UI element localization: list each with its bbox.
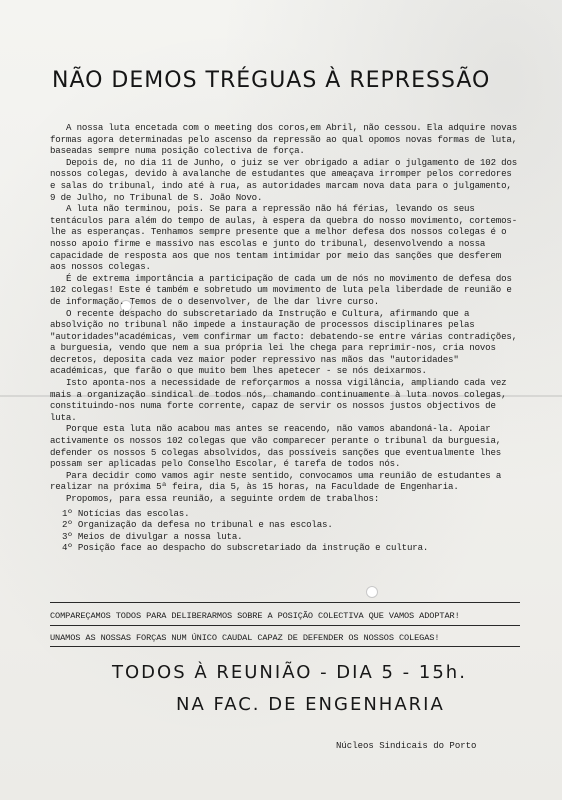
- signature: Núcleos Sindicais do Porto: [336, 741, 477, 751]
- agenda-item: 4º Posição face ao despacho do subscretariado da instrução e cultura.: [62, 542, 429, 554]
- banner-unite: UNAMOS AS NOSSAS FORÇAS NUM ÚNICO CAUDAL CAPAZ DE DEFENDER OS NOSSOS COLEGAS!: [50, 633, 440, 643]
- handwritten-location-line: NA FAC. DE ENGENHARIA: [176, 694, 445, 715]
- agenda-item: 1º Notícias das escolas.: [62, 507, 190, 519]
- leaflet-title: NÃO DEMOS TRÉGUAS À REPRESSÃO: [52, 68, 491, 93]
- paragraph: Porque esta luta não acabou mas antes se reacendo, não vamos abandoná-la. Apoiar activamente os nossos 102 colegas que vão comparecer perante o tribunal da burguesia, defender os nossos 5 colegas absolvidos, das possíveis sanções que eventualmente lhes possam ser aplicadas pelo Conselho Escolar, é tarefa de todos nós.: [50, 423, 502, 470]
- paragraph: A luta não terminou, pois. Se para a repressão não há férias, levando os seus tentáculos para além do tempo de aulas, à espera da quebra do nosso movimento, cortemos-lhe as esperanças. Tenhamos sempre presente que a melhor defesa dos nossos colegas é o nosso apoio firme e massivo nas escolas e junto do tribunal, desenvolvendo a nossa capacidade de resposta aos que nos tentam intimidar por meio das sanções que desferem aos nossos colegas.: [50, 203, 518, 273]
- agenda-list: [62, 508, 520, 554]
- paragraph: O recente despacho do subscretariado da Instrução e Cultura, afirmando que a absolvição no tribunal não impede a instauração de processos disciplinares pelas "autoridades"académicas, vem confirmar um facto: debatendo-se entre várias contradições, a burguesia, vendo que nem a sua própria lei lhe chega para reprimir-nos, cria novos decretos, deposita cada vez maior poder repressivo nas mãos das "autoridades" académicas, que farão o que muito bem lhes apetecer - se nós deixarmos.: [50, 307, 518, 377]
- divider-rule: [50, 625, 520, 626]
- paragraph: Depois de, no dia 11 de Junho, o juiz se ver obrigado a adiar o julgamento de 102 dos nossos colegas, devido à avalanche de estudantes que ameaçava irromper pelos corredores e salas do tribunal, indo até à rua, as autoridades marcam nova data para o julgamento, 9 de Julho, no Tribunal de S. João Novo.: [50, 156, 518, 203]
- agenda-item: 3º Meios de divulgar a nossa luta.: [62, 530, 243, 542]
- agenda-item: 2º Organização da defesa no tribunal e nas escolas.: [62, 519, 333, 531]
- agenda-intro: Propomos, para essa reunião, a seguinte ordem de trabalhos:: [66, 493, 380, 504]
- divider-rule: [50, 646, 520, 647]
- paragraph: Para decidir como vamos agir neste sentido, convocamos uma reunião de estudantes a realizar na próxima 5ª feira, dia 5, às 15 horas, na Faculdade de Engenharia.: [50, 469, 502, 493]
- paragraph: É de extrema importância a participação de cada um de nós no movimento de defesa dos 102 colegas! Este é também e sobretudo um movimento de luta pela liberdade de reunião e de informação. Temos de o desenvolver, de lhe dar livre curso.: [50, 272, 512, 307]
- leaflet-body: [50, 122, 520, 554]
- paragraph: A nossa luta encetada com o meeting dos coros,em Abril, não cessou. Ela adquire novas formas agora determinadas pelo ascenso da repressão ao qual opomos novas formas de luta, baseadas sempre numa posição colectiva de força.: [50, 122, 518, 157]
- banner-call-to-attend: COMPAREÇAMOS TODOS PARA DELIBERARMOS SOBRE A POSIÇÃO COLECTIVA QUE VAMOS ADOPTAR!: [50, 611, 460, 621]
- paragraph: Isto aponta-nos a necessidade de reforçarmos a nossa vigilância, ampliando cada vez mais a organização sindical de todos nós, chamando continuamente à luta novos colegas, constituindo-nos numa forte corrente, capaz de servir os nossos justos objectivos de luta.: [50, 377, 507, 423]
- punch-hole: [366, 586, 378, 598]
- handwritten-meeting-line: TODOS À REUNIÃO - DIA 5 - 15h.: [112, 662, 467, 683]
- divider-rule: [50, 602, 520, 603]
